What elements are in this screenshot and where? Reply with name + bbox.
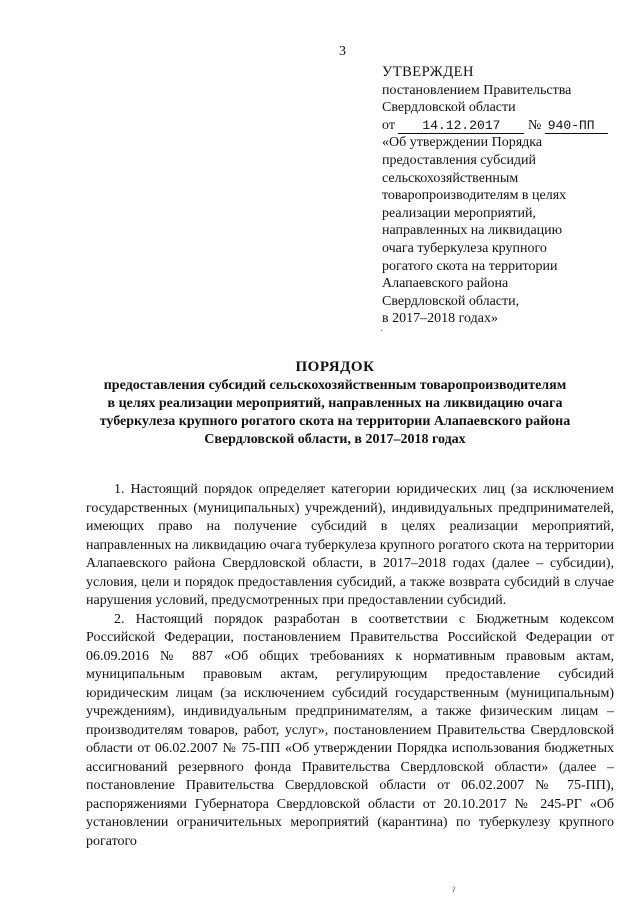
document-title bbox=[70, 358, 600, 449]
scan-mark: ˀ bbox=[452, 884, 455, 898]
paragraph-2: 2. Настоящий порядок разработан в соответствии с Бюджетным кодексом Российской Федерации, постановлением Правительства Российской Федерации от 06.09.2016 № 887 «Об общих требованиях к нормативным правовым актам, муниципальным правовым актам, регулирующим предоставление субсидий юридическим лицам (за исключением субсидий государственным (муниципальным) учреждениям), индивидуальным предпринимателям, а также физическим лицам – производителям товаров, работ, услуг», постановлением Правительства Свердловской области от 06.02.2007 № 75-ПП «Об утверждении Порядка использования бюджетных ассигнований резервного фонда Правительства Свердловской области» (далее – постановление Правительства Свердловской области от 06.02.2007 № 75-ПП), распоряжениями Губернатора Свердловской области от 20.10.2017 № 245-РГ «Об установлении ограничительных мероприятий (карантина) по туберкулезу крупного рогатого bbox=[86, 611, 614, 849]
date-prefix: от bbox=[382, 117, 395, 133]
approval-line: постановлением Правительства bbox=[382, 82, 572, 98]
approval-line: товаропроизводителям в целях bbox=[382, 188, 567, 204]
approval-line: направленных на ликвидацию bbox=[382, 223, 563, 239]
approval-line: рогатого скота на территории bbox=[382, 258, 558, 274]
approval-line: Свердловской области, bbox=[382, 293, 520, 309]
title-line: Свердловской области, в 2017–2018 годах bbox=[204, 432, 466, 447]
approval-number: 940-ПП bbox=[545, 118, 608, 134]
title-line: туберкулеза крупного рогатого скота на территории Алапаевского района bbox=[99, 414, 571, 429]
number-prefix: № bbox=[527, 117, 542, 133]
approval-line: Свердловской области bbox=[382, 100, 516, 116]
approval-date: 14.12.2017 bbox=[398, 118, 524, 134]
title-line: в целях реализации мероприятий, направленных на ликвидацию очага bbox=[107, 396, 563, 411]
approval-stamp bbox=[382, 64, 622, 328]
approval-line: сельскохозяйственным bbox=[382, 170, 519, 186]
approval-line: в 2017–2018 годах» bbox=[382, 311, 498, 327]
paragraph-1: 1. Настоящий порядок определяет категории юридических лиц (за исключением государственных (муниципальных) учреждений), индивидуальных предпринимателей, имеющих право на получение субсидий в целях реализации мероприятий, направленных на ликвидацию очага туберкулеза крупного рогатого скота на территории Алапаевского района Свердловской области, в 2017–2018 годах (далее – субсидии), условия, цели и порядок предоставления субсидий, а также возврата субсидий в случае нарушения условий, предусмотренных при предоставлении субсидий. bbox=[86, 482, 614, 608]
title-main: ПОРЯДОК bbox=[295, 359, 375, 375]
approval-date-line bbox=[382, 117, 622, 135]
document-body bbox=[86, 481, 614, 851]
title-line: предоставления субсидий сельскохозяйственным товаропроизводителям bbox=[103, 378, 567, 393]
approval-heading: УТВЕРЖДЕН bbox=[382, 64, 474, 80]
approval-line: предоставления субсидий bbox=[382, 152, 537, 168]
page-number: 3 bbox=[339, 44, 346, 59]
approval-line: «Об утверждении Порядка bbox=[382, 135, 543, 151]
scan-dot: · bbox=[380, 326, 384, 337]
approval-line: Алапаевского района bbox=[382, 276, 509, 292]
approval-line: реализации мероприятий, bbox=[382, 205, 537, 221]
approval-line: очага туберкулеза крупного bbox=[382, 240, 547, 256]
